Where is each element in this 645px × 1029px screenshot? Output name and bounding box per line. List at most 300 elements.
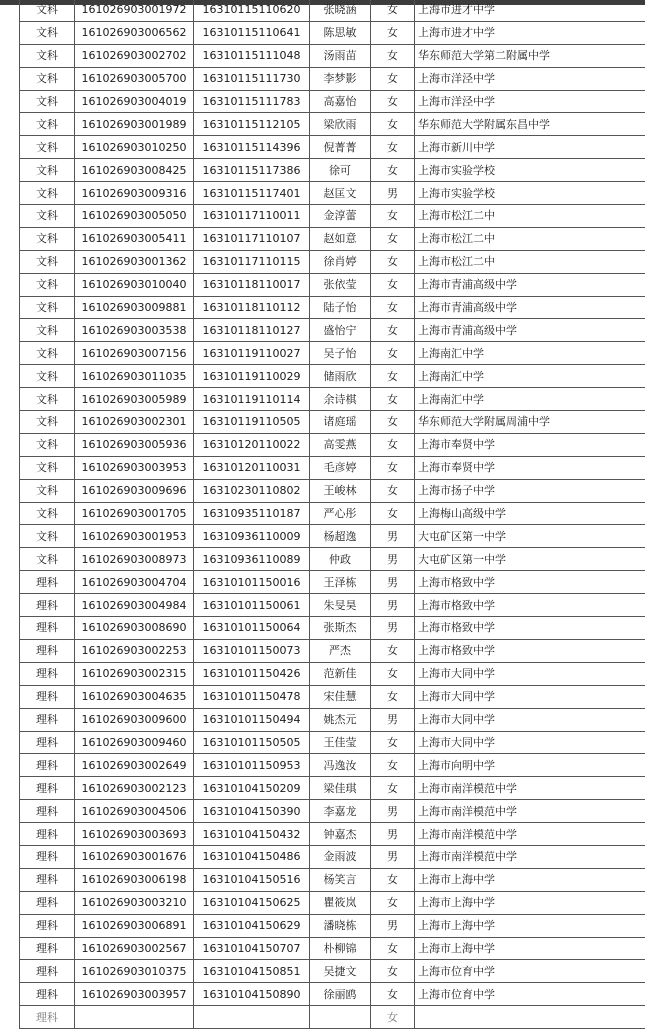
gender-cell: 男 bbox=[371, 594, 415, 617]
exam-id-cell: 161026903001676 bbox=[75, 845, 194, 868]
gender-cell: 女 bbox=[371, 1006, 415, 1029]
table-row bbox=[20, 548, 645, 571]
name-cell: 徐可 bbox=[310, 159, 371, 182]
table-row bbox=[20, 319, 645, 342]
subject-cell: 理科 bbox=[20, 594, 75, 617]
student-id-cell bbox=[194, 1006, 310, 1029]
name-cell: 王泽栋 bbox=[310, 571, 371, 594]
table-row bbox=[20, 44, 645, 67]
student-id-cell: 16310101150064 bbox=[194, 617, 310, 640]
school-cell bbox=[415, 1006, 645, 1029]
exam-id-cell: 161026903002567 bbox=[75, 937, 194, 960]
subject-cell: 理科 bbox=[20, 708, 75, 731]
name-cell: 杨超逸 bbox=[310, 525, 371, 548]
gender-cell: 女 bbox=[371, 273, 415, 296]
gender-cell: 女 bbox=[371, 205, 415, 228]
name-cell bbox=[310, 1006, 371, 1029]
gender-cell: 女 bbox=[371, 67, 415, 90]
student-id-cell: 16310104150707 bbox=[194, 937, 310, 960]
table-row bbox=[20, 594, 645, 617]
school-cell: 华东师范大学附属东昌中学 bbox=[415, 113, 645, 136]
name-cell: 钟嘉杰 bbox=[310, 823, 371, 846]
subject-cell: 理科 bbox=[20, 639, 75, 662]
school-cell: 上海市南洋模范中学 bbox=[415, 823, 645, 846]
table-row bbox=[20, 685, 645, 708]
name-cell: 陈思敏 bbox=[310, 21, 371, 44]
exam-id-cell: 161026903002301 bbox=[75, 411, 194, 434]
exam-id-cell: 161026903003693 bbox=[75, 823, 194, 846]
table-row bbox=[20, 937, 645, 960]
name-cell: 梁佳琪 bbox=[310, 777, 371, 800]
subject-cell: 文科 bbox=[20, 250, 75, 273]
name-cell: 金淳蕾 bbox=[310, 205, 371, 228]
gender-cell: 女 bbox=[371, 250, 415, 273]
name-cell: 盛怡宁 bbox=[310, 319, 371, 342]
gender-cell: 女 bbox=[371, 433, 415, 456]
name-cell: 徐肖婷 bbox=[310, 250, 371, 273]
subject-cell: 文科 bbox=[20, 502, 75, 525]
gender-cell: 女 bbox=[371, 960, 415, 983]
gender-cell: 男 bbox=[371, 548, 415, 571]
exam-id-cell: 161026903003538 bbox=[75, 319, 194, 342]
name-cell: 赵如意 bbox=[310, 227, 371, 250]
table-row bbox=[20, 1006, 645, 1029]
exam-id-cell: 161026903005700 bbox=[75, 67, 194, 90]
name-cell: 李嘉龙 bbox=[310, 800, 371, 823]
table-row bbox=[20, 0, 645, 21]
name-cell: 冯逸汝 bbox=[310, 754, 371, 777]
admission-list-table bbox=[19, 0, 645, 1029]
exam-id-cell: 161026903004984 bbox=[75, 594, 194, 617]
exam-id-cell: 161026903009881 bbox=[75, 296, 194, 319]
school-cell: 上海梅山高级中学 bbox=[415, 502, 645, 525]
gender-cell: 女 bbox=[371, 21, 415, 44]
school-cell: 上海市格致中学 bbox=[415, 639, 645, 662]
subject-cell: 理科 bbox=[20, 685, 75, 708]
subject-cell: 文科 bbox=[20, 525, 75, 548]
exam-id-cell: 161026903004635 bbox=[75, 685, 194, 708]
exam-id-cell: 161026903001972 bbox=[75, 0, 194, 21]
student-id-cell: 16310117110011 bbox=[194, 205, 310, 228]
exam-id-cell: 161026903007156 bbox=[75, 342, 194, 365]
subject-cell: 理科 bbox=[20, 868, 75, 891]
exam-id-cell: 161026903006198 bbox=[75, 868, 194, 891]
exam-id-cell: 161026903003210 bbox=[75, 891, 194, 914]
school-cell: 上海市松江二中 bbox=[415, 227, 645, 250]
name-cell: 朱旻昊 bbox=[310, 594, 371, 617]
exam-id-cell: 161026903005989 bbox=[75, 388, 194, 411]
student-id-cell: 16310120110022 bbox=[194, 433, 310, 456]
subject-cell: 文科 bbox=[20, 159, 75, 182]
student-id-cell: 16310104150851 bbox=[194, 960, 310, 983]
table-row bbox=[20, 868, 645, 891]
table-row bbox=[20, 90, 645, 113]
gender-cell: 女 bbox=[371, 983, 415, 1006]
subject-cell: 文科 bbox=[20, 205, 75, 228]
subject-cell: 理科 bbox=[20, 777, 75, 800]
gender-cell: 女 bbox=[371, 90, 415, 113]
name-cell: 仲政 bbox=[310, 548, 371, 571]
student-id-cell: 16310115110620 bbox=[194, 0, 310, 21]
student-id-cell: 16310115110641 bbox=[194, 21, 310, 44]
name-cell: 倪菁菁 bbox=[310, 136, 371, 159]
name-cell: 毛彦婷 bbox=[310, 456, 371, 479]
school-cell: 上海市奉贤中学 bbox=[415, 456, 645, 479]
table-row bbox=[20, 411, 645, 434]
subject-cell: 理科 bbox=[20, 754, 75, 777]
gender-cell: 女 bbox=[371, 937, 415, 960]
subject-cell: 理科 bbox=[20, 571, 75, 594]
table-row bbox=[20, 617, 645, 640]
name-cell: 范新佳 bbox=[310, 662, 371, 685]
name-cell: 潘晓栋 bbox=[310, 914, 371, 937]
table-row bbox=[20, 983, 645, 1006]
exam-id-cell: 161026903004019 bbox=[75, 90, 194, 113]
school-cell: 上海市南洋模范中学 bbox=[415, 845, 645, 868]
school-cell: 上海市格致中学 bbox=[415, 571, 645, 594]
table-row bbox=[20, 205, 645, 228]
gender-cell: 女 bbox=[371, 113, 415, 136]
name-cell: 梁欣雨 bbox=[310, 113, 371, 136]
name-cell: 严心彤 bbox=[310, 502, 371, 525]
gender-cell: 男 bbox=[371, 525, 415, 548]
subject-cell: 文科 bbox=[20, 0, 75, 21]
gender-cell: 女 bbox=[371, 685, 415, 708]
school-cell: 上海市松江二中 bbox=[415, 250, 645, 273]
school-cell: 上海市新川中学 bbox=[415, 136, 645, 159]
name-cell: 杨笑言 bbox=[310, 868, 371, 891]
gender-cell: 女 bbox=[371, 731, 415, 754]
school-cell: 上海市洋泾中学 bbox=[415, 67, 645, 90]
student-id-cell: 16310101150494 bbox=[194, 708, 310, 731]
name-cell: 吴子怡 bbox=[310, 342, 371, 365]
exam-id-cell: 161026903002649 bbox=[75, 754, 194, 777]
student-id-cell: 16310115111783 bbox=[194, 90, 310, 113]
gender-cell: 男 bbox=[371, 845, 415, 868]
subject-cell: 文科 bbox=[20, 456, 75, 479]
gender-cell: 女 bbox=[371, 479, 415, 502]
subject-cell: 文科 bbox=[20, 273, 75, 296]
subject-cell: 文科 bbox=[20, 182, 75, 205]
exam-id-cell: 161026903001705 bbox=[75, 502, 194, 525]
student-id-cell: 16310118110127 bbox=[194, 319, 310, 342]
table-row bbox=[20, 639, 645, 662]
student-id-cell: 16310115114396 bbox=[194, 136, 310, 159]
table-row bbox=[20, 845, 645, 868]
school-cell: 大屯矿区第一中学 bbox=[415, 548, 645, 571]
exam-id-cell: 161026903010375 bbox=[75, 960, 194, 983]
subject-cell: 文科 bbox=[20, 67, 75, 90]
subject-cell: 文科 bbox=[20, 479, 75, 502]
school-cell: 上海市奉贤中学 bbox=[415, 433, 645, 456]
exam-id-cell: 161026903009696 bbox=[75, 479, 194, 502]
name-cell: 瞿筱岚 bbox=[310, 891, 371, 914]
table-row bbox=[20, 823, 645, 846]
gender-cell: 女 bbox=[371, 502, 415, 525]
table-row bbox=[20, 342, 645, 365]
student-id-cell: 16310120110031 bbox=[194, 456, 310, 479]
gender-cell: 女 bbox=[371, 456, 415, 479]
student-id-cell: 16310230110802 bbox=[194, 479, 310, 502]
school-cell: 上海南汇中学 bbox=[415, 342, 645, 365]
name-cell: 吴捷文 bbox=[310, 960, 371, 983]
exam-id-cell: 161026903005411 bbox=[75, 227, 194, 250]
student-id-cell: 16310104150516 bbox=[194, 868, 310, 891]
exam-id-cell: 161026903002253 bbox=[75, 639, 194, 662]
exam-id-cell: 161026903002123 bbox=[75, 777, 194, 800]
student-id-cell: 16310118110112 bbox=[194, 296, 310, 319]
school-cell: 上海市实验学校 bbox=[415, 159, 645, 182]
exam-id-cell: 161026903004506 bbox=[75, 800, 194, 823]
student-id-cell: 16310117110115 bbox=[194, 250, 310, 273]
gender-cell: 女 bbox=[371, 159, 415, 182]
name-cell: 朴柳锦 bbox=[310, 937, 371, 960]
gender-cell: 男 bbox=[371, 800, 415, 823]
student-id-cell: 16310119110029 bbox=[194, 365, 310, 388]
table-row bbox=[20, 433, 645, 456]
school-cell: 上海市青浦高级中学 bbox=[415, 296, 645, 319]
name-cell: 赵匡文 bbox=[310, 182, 371, 205]
gender-cell: 女 bbox=[371, 44, 415, 67]
school-cell: 上海市位育中学 bbox=[415, 983, 645, 1006]
school-cell: 上海市扬子中学 bbox=[415, 479, 645, 502]
name-cell: 汤雨苗 bbox=[310, 44, 371, 67]
name-cell: 高雯燕 bbox=[310, 433, 371, 456]
subject-cell: 文科 bbox=[20, 296, 75, 319]
table-body bbox=[20, 0, 645, 1029]
name-cell: 余诗棋 bbox=[310, 388, 371, 411]
name-cell: 王佳莹 bbox=[310, 731, 371, 754]
school-cell: 上海市大同中学 bbox=[415, 731, 645, 754]
gender-cell: 女 bbox=[371, 342, 415, 365]
exam-id-cell: 161026903006891 bbox=[75, 914, 194, 937]
student-id-cell: 16310935110187 bbox=[194, 502, 310, 525]
name-cell: 储雨欣 bbox=[310, 365, 371, 388]
gender-cell: 女 bbox=[371, 639, 415, 662]
table-row bbox=[20, 891, 645, 914]
gender-cell: 男 bbox=[371, 571, 415, 594]
exam-id-cell: 161026903008690 bbox=[75, 617, 194, 640]
name-cell: 陆子怡 bbox=[310, 296, 371, 319]
subject-cell: 理科 bbox=[20, 617, 75, 640]
table-row bbox=[20, 250, 645, 273]
subject-cell: 文科 bbox=[20, 365, 75, 388]
student-id-cell: 16310101150016 bbox=[194, 571, 310, 594]
exam-id-cell: 161026903008425 bbox=[75, 159, 194, 182]
school-cell: 上海市青浦高级中学 bbox=[415, 319, 645, 342]
subject-cell: 文科 bbox=[20, 319, 75, 342]
exam-id-cell bbox=[75, 1006, 194, 1029]
gender-cell: 女 bbox=[371, 319, 415, 342]
student-id-cell: 16310101150505 bbox=[194, 731, 310, 754]
exam-id-cell: 161026903009316 bbox=[75, 182, 194, 205]
gender-cell: 女 bbox=[371, 296, 415, 319]
school-cell: 上海市格致中学 bbox=[415, 594, 645, 617]
subject-cell: 理科 bbox=[20, 823, 75, 846]
name-cell: 李梦影 bbox=[310, 67, 371, 90]
table-row bbox=[20, 182, 645, 205]
gender-cell: 女 bbox=[371, 662, 415, 685]
table-row bbox=[20, 365, 645, 388]
exam-id-cell: 161026903002315 bbox=[75, 662, 194, 685]
subject-cell: 理科 bbox=[20, 662, 75, 685]
school-cell: 上海市洋泾中学 bbox=[415, 90, 645, 113]
table-row bbox=[20, 456, 645, 479]
subject-cell: 文科 bbox=[20, 136, 75, 159]
table-row bbox=[20, 227, 645, 250]
school-cell: 大屯矿区第一中学 bbox=[415, 525, 645, 548]
school-cell: 上海市松江二中 bbox=[415, 205, 645, 228]
school-cell: 上海市南洋模范中学 bbox=[415, 800, 645, 823]
gender-cell: 女 bbox=[371, 136, 415, 159]
subject-cell: 理科 bbox=[20, 845, 75, 868]
school-cell: 上海市位育中学 bbox=[415, 960, 645, 983]
student-id-cell: 16310117110107 bbox=[194, 227, 310, 250]
table-row bbox=[20, 960, 645, 983]
table-row bbox=[20, 479, 645, 502]
school-cell: 上海市格致中学 bbox=[415, 617, 645, 640]
school-cell: 上海市青浦高级中学 bbox=[415, 273, 645, 296]
gender-cell: 男 bbox=[371, 708, 415, 731]
student-id-cell: 16310115117401 bbox=[194, 182, 310, 205]
school-cell: 上海市大同中学 bbox=[415, 685, 645, 708]
table-row bbox=[20, 800, 645, 823]
name-cell: 张斯杰 bbox=[310, 617, 371, 640]
school-cell: 上海市南洋模范中学 bbox=[415, 777, 645, 800]
name-cell: 张依莹 bbox=[310, 273, 371, 296]
table-row bbox=[20, 754, 645, 777]
subject-cell: 理科 bbox=[20, 983, 75, 1006]
student-id-cell: 16310115112105 bbox=[194, 113, 310, 136]
student-id-cell: 16310104150629 bbox=[194, 914, 310, 937]
subject-cell: 文科 bbox=[20, 44, 75, 67]
school-cell: 上海市实验学校 bbox=[415, 182, 645, 205]
school-cell: 上海南汇中学 bbox=[415, 388, 645, 411]
student-id-cell: 16310101150426 bbox=[194, 662, 310, 685]
school-cell: 上海市上海中学 bbox=[415, 914, 645, 937]
table-row bbox=[20, 388, 645, 411]
student-id-cell: 16310104150432 bbox=[194, 823, 310, 846]
student-id-cell: 16310104150625 bbox=[194, 891, 310, 914]
name-cell: 严杰 bbox=[310, 639, 371, 662]
exam-id-cell: 161026903008973 bbox=[75, 548, 194, 571]
gender-cell: 男 bbox=[371, 914, 415, 937]
exam-id-cell: 161026903006562 bbox=[75, 21, 194, 44]
school-cell: 上海市上海中学 bbox=[415, 891, 645, 914]
exam-id-cell: 161026903009460 bbox=[75, 731, 194, 754]
table-row bbox=[20, 662, 645, 685]
exam-id-cell: 161026903010040 bbox=[75, 273, 194, 296]
student-id-cell: 16310119110114 bbox=[194, 388, 310, 411]
gender-cell: 女 bbox=[371, 754, 415, 777]
school-cell: 华东师范大学附属周浦中学 bbox=[415, 411, 645, 434]
exam-id-cell: 161026903010250 bbox=[75, 136, 194, 159]
name-cell: 诸庭瑶 bbox=[310, 411, 371, 434]
subject-cell: 理科 bbox=[20, 937, 75, 960]
table-row bbox=[20, 502, 645, 525]
table-row bbox=[20, 571, 645, 594]
name-cell: 宋佳慧 bbox=[310, 685, 371, 708]
subject-cell: 文科 bbox=[20, 90, 75, 113]
name-cell: 徐丽鸥 bbox=[310, 983, 371, 1006]
subject-cell: 文科 bbox=[20, 113, 75, 136]
table-row bbox=[20, 296, 645, 319]
exam-id-cell: 161026903002702 bbox=[75, 44, 194, 67]
subject-cell: 文科 bbox=[20, 388, 75, 411]
student-id-cell: 16310936110009 bbox=[194, 525, 310, 548]
exam-id-cell: 161026903011035 bbox=[75, 365, 194, 388]
name-cell: 姚杰元 bbox=[310, 708, 371, 731]
subject-cell: 文科 bbox=[20, 227, 75, 250]
subject-cell: 文科 bbox=[20, 548, 75, 571]
table-row bbox=[20, 914, 645, 937]
table-row bbox=[20, 113, 645, 136]
gender-cell: 女 bbox=[371, 777, 415, 800]
subject-cell: 文科 bbox=[20, 21, 75, 44]
gender-cell: 女 bbox=[371, 227, 415, 250]
school-cell: 上海市上海中学 bbox=[415, 937, 645, 960]
school-cell: 上海南汇中学 bbox=[415, 365, 645, 388]
student-id-cell: 16310115111730 bbox=[194, 67, 310, 90]
subject-cell: 理科 bbox=[20, 960, 75, 983]
school-cell: 上海市进才中学 bbox=[415, 0, 645, 21]
school-cell: 上海市进才中学 bbox=[415, 21, 645, 44]
school-cell: 上海市向明中学 bbox=[415, 754, 645, 777]
table-row bbox=[20, 159, 645, 182]
gender-cell: 女 bbox=[371, 0, 415, 21]
table-row bbox=[20, 708, 645, 731]
student-id-cell: 16310104150486 bbox=[194, 845, 310, 868]
gender-cell: 男 bbox=[371, 823, 415, 846]
school-cell: 上海市大同中学 bbox=[415, 708, 645, 731]
name-cell: 王峻林 bbox=[310, 479, 371, 502]
student-id-cell: 16310104150890 bbox=[194, 983, 310, 1006]
subject-cell: 理科 bbox=[20, 914, 75, 937]
subject-cell: 理科 bbox=[20, 731, 75, 754]
exam-id-cell: 161026903004704 bbox=[75, 571, 194, 594]
student-id-cell: 16310101150478 bbox=[194, 685, 310, 708]
subject-cell: 理科 bbox=[20, 800, 75, 823]
subject-cell: 理科 bbox=[20, 1006, 75, 1029]
student-id-cell: 16310119110505 bbox=[194, 411, 310, 434]
name-cell: 高嘉怡 bbox=[310, 90, 371, 113]
exam-id-cell: 161026903005936 bbox=[75, 433, 194, 456]
student-id-cell: 16310104150390 bbox=[194, 800, 310, 823]
subject-cell: 文科 bbox=[20, 433, 75, 456]
school-cell: 华东师范大学第二附属中学 bbox=[415, 44, 645, 67]
gender-cell: 女 bbox=[371, 388, 415, 411]
gender-cell: 女 bbox=[371, 891, 415, 914]
school-cell: 上海市大同中学 bbox=[415, 662, 645, 685]
table-row bbox=[20, 67, 645, 90]
student-id-cell: 16310115111048 bbox=[194, 44, 310, 67]
exam-id-cell: 161026903005050 bbox=[75, 205, 194, 228]
exam-id-cell: 161026903001362 bbox=[75, 250, 194, 273]
table-row bbox=[20, 21, 645, 44]
student-id-cell: 16310104150209 bbox=[194, 777, 310, 800]
exam-id-cell: 161026903003957 bbox=[75, 983, 194, 1006]
student-id-cell: 16310101150061 bbox=[194, 594, 310, 617]
gender-cell: 男 bbox=[371, 182, 415, 205]
subject-cell: 理科 bbox=[20, 891, 75, 914]
gender-cell: 女 bbox=[371, 868, 415, 891]
table-row bbox=[20, 525, 645, 548]
name-cell: 张晓涵 bbox=[310, 0, 371, 21]
student-id-cell: 16310101150073 bbox=[194, 639, 310, 662]
exam-id-cell: 161026903001989 bbox=[75, 113, 194, 136]
table-row bbox=[20, 273, 645, 296]
subject-cell: 文科 bbox=[20, 342, 75, 365]
